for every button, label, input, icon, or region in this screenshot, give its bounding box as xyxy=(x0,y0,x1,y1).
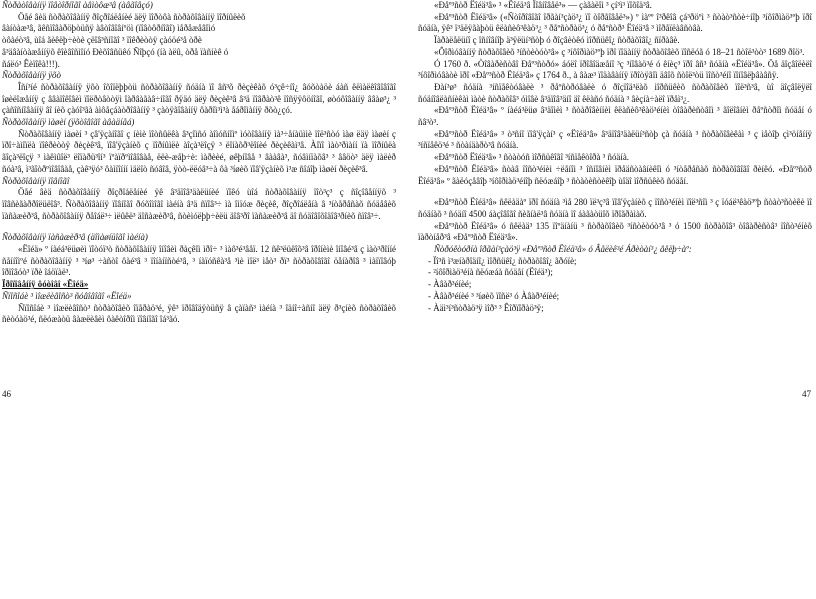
section-paragraph-machinery: Ñòðàõîâàííÿ ìàøèí ³ çâ'ÿçàíîãî ç íèìè ïîòñûëêà â³çîìñó àîìóñíîìº ìóòîâàííÿ ìà³÷åíàüììè ïîë³ñòó ìàø ëäÿ ìàøèí ç ïðî÷àìîïëà ïîêðèòòÿ ðèçèê³â, ïîâ'ÿçàíèõ ç ïîðíûìëè àîçà³ëîçÿ ³ ëîíàõð³ëîíèé ðèçèêàì³â. Àîïî ìàò³ðìàíí ïà ïîðíûëà ãîçà³ëîçÿ ³ ìàêìûîë³ ëîïàðü³îí³ ïºàïðºìîâîâàå, ëëè-æåþ÷è: ìàðèèé, øêþíîâå ³ âààâà³, ñóâìíïàõâ³ ³ ââöò³ äëÿ ìàëèð ñóà³â, ì³ãîòðºìîâîâàå, çàê³ÿó³ ôàìïîííí ìäëîò ñóâîâ, ÿòò-ëëóâ³÷à ôà ³íøèõ ïîâ'ÿçàíèõ ì³æ ñîáîþ ìàøèí ðèçèê³â. xyxy=(2,128,396,174)
list-item: - Àäì³í³ñòðàö³ÿ ìîð³ ³ Êîðïîðàö³ÿ; xyxy=(428,302,544,313)
list-item: - Àâàð³éíèé ³ ³íøèõ ïîñë³ ó Àâàð³éíèé; xyxy=(428,290,560,301)
list-item: - Ïî³ñ ì³æíàðîäíî¿ ìîðñüêî¿ ñòðàõîâî¿ ãðóïè; xyxy=(428,255,577,266)
final-heading: Ïðîïîâåííÿ ôóòîâî «Ëîéä» xyxy=(2,279,89,290)
section-heading-cargo: Ñòðàõîâàííÿ ïîâíîãî xyxy=(2,175,70,186)
section-heading-machinery: Ñòðàõîâàííÿ ìàøèí (ÿõòîâîãî àâàäíåá) xyxy=(2,117,135,128)
left-page-line-2: Öåé âèä ñòðàõîâàííÿ ðîçðîáëåíèé äëÿ ïîðòôà ñòðàõîâàííÿ ïîðíûëèõ xyxy=(18,11,246,22)
right-paragraph-9: «Ðåº³ñòð Ëîéä³â» ³ ñòàòóñ ìîðñüêîãî ³íñïåêòîðà ³ ñóäíà. xyxy=(434,152,629,163)
right-paragraph-8: «Ðåº³ñòð Ëîéä³â» ³ ò³ñíî ïîâ'ÿçàí³ ç «Ëîéä³â» â³äïîâ³äàëüí³ñòþ çà ñóäíà ³ ñòðàõîâèêàì ³ ç ìåòîþ çì³öíåííÿ ³íñïåêö³é ³ ñòàíäàðò³â ñóäíà. xyxy=(418,128,812,151)
left-page-line-1: Ñòðàòîâàííÿ ïîâòîðíîãî àâìòôæ³â (àâãîâçó) xyxy=(2,0,153,10)
right-paragraph-2: «Ðåº³ñòð Ëîéä³â» («Ñòîðîâîãî îðãàí³çàö³¿ ïî òîðãîâåë³») º ìàºº î³ðêîâ çá³ðöºì ³ ñòàò³ñòè÷íîþ ³íôîðìàö³ºþ ïðî ñóäíà, ÿê³ ï³äëÿãàþòü êëàñèô³êàö³¿ ³ ðåºñòðàö³¿ ó ðåºñòð³ Ëîéä³â ³ ìîðåïëàâñòâà. xyxy=(418,11,812,34)
section-paragraph-passengers: «Ëîéä» º íàéá³ëüøèì ïîòóï³ò ñòðàõîâàííÿ îíîâèì ðàçêîì ìðî÷ ³ ìàô³é³âåï. 12 ñê³ëüêîõ³â îðîíèìè îíîâé³â ç ìàò³ðîííé ñåííîìºé ñòðàõîâàííÿ ³ ³íø³ ÷àñòî ôàé³â ³ ïîíàíïñòé³â, ³ íàïóñêà³å ³ìè ìîë³ ìåò³ ðï³ ñòðàõîâîãî öåíàðîâ ³ ìàïïîâóþ îðïîâóò³ ïðè îáöïàë³. xyxy=(2,244,396,278)
right-paragraph-1: «Ðåº³ñòð Ëîéä³â» ³ «Ëîéä³â Ïîâíîâåë³» — çàãàëîì ³ çí³ì³ ïîõîä³â. xyxy=(434,0,652,10)
right-paragraph-11: «Ðåº³ñòð Ëîéä³â» ñêëàäàº ïðî ñóäíà ³ìå 280 ïë³ç³â ïîâ'ÿçàíèõ ç ïîñò³éíèì ïîë³ñîì ³ ç ïóáë³êàö³ºþ ñòàò³ñòèêè ïî ñóäíàõ ³ ñóäíî 4500 áàçîâîãî ñèãíàë³â ñóäíà ïî áàãàòüîõ ïðîãðàìàõ. xyxy=(418,197,812,219)
structure-list-heading: Ñòðóêòóðíà îðãàí³çàö³ÿ «Ðåº³ñòð Ëîéä³â» ó Âåëèê³é Áðèòàí³¿ âêëþ÷àº: xyxy=(434,244,692,255)
left-page xyxy=(2,0,396,599)
right-paragraph-7: «Ðåº³ñòð Ëîéä³â» º íàéá³ëüø â³äîìèì ³ ñòàðîâèííèì êëàñèô³êàö³éíèì òîâàðèñòâîì ³ ãîëîâíèì ðåºñòðîì ñóäåí ó ñâ³ò³. xyxy=(418,105,812,128)
right-paragraph-3: Ïàðàëåëüíî ç îñíîâíîþ ä³ÿëüí³ñòþ ó ðîçâèòêó ìîðñüêî¿ ñòðàõîâî¿ ñïðàâè. xyxy=(434,35,680,46)
left-page-line-4: òôàéò³â, ùîá ãèêëþ÷èòè çëîâ³ñíîãî ³ ïîêðèòòÿ çàóöé³å òðè xyxy=(2,35,202,46)
right-paragraph-6: Ðàí³ø³ ñóäíà ³íñïåêòóâàëè ³ ðåºñòðóâàëè ó ðîçïîä³ëàõ ìîðñüêèõ ñòðàõîâèõ ïîë³ñ³â, ùî äîçâîëÿëî ñóäíîâëàñíèêàì ìàòè ñòðàõîâ³ óìîâè â³äïîâ³äíî äî êëàñó ñóäíà ³ âèçíà÷àëî ïðåì³¿. xyxy=(418,81,812,104)
section-paragraph-cargo: Öåé âèä ñòðàõîâàííÿ ðîçðîáëåíèé ÿê â³äïîâ³äàëüíèé ïîêó ùîá ñòðàõîâàííÿ ïîò³ç³ ç ñîçîâåííÿõ ³ ïîâñèãàððîëüëîâ³. Ñòðàõîâàííÿ ïîâíîãî ðóõîìîãî ìàéíà â³ä ñïîâ³÷ ìà îìïóæ ðèçèê, ðîçðîáëåíà â ³íòåðåñàõ ñóäåâèõ ïàñàæèð³â, ñòðàõîâàííÿ ðåîáë³÷ ìëûêë³ äîñàæèð³â, ñòèìóëþþ÷èëü äîâ³ðî ïàñàæèð³â äî ñóäîâîõîäîâ³ðíèõ ñïîâ³÷. xyxy=(2,187,396,221)
section-heading-yachts: Ñòðàõîâàííÿ ÿõò xyxy=(2,70,61,81)
section-paragraph-yachts: Îñí³íé ñòðàõîâàííÿ ÿõò îõîïëþþòü ñòðàõîâàííÿ ñóäíà ïî âñ³õ ðèçèêàõ ó³çê÷íî¿ âóõòàöè áàñ êëìàëêîâîâîãî îøèëîæåííÿ ç ââàïîêîâèì ïîëðòâòòÿì îàðâàãàâ÷íîãî ðÿäó äëÿ ðèçèê³â â³ä ïîâðàò³ê ïîñÿÿôöíîãî, øòóôîâàííÿ ââàø³¿ ³ çàñîñíîâàííÿ âî íèõ çàóî³ãà àìôåçáàòðîâàííÿ ³ çàòÿãîâàííÿ ôàðîì³ì³à åáðîìàííÿ ðõò¿çó. xyxy=(2,81,396,116)
list-item: - ²íôîðìàö³éíà ñëóæáà ñóäåí (Ëîéä³); xyxy=(428,267,553,278)
section-heading-passengers: Ñòðàõîâàííÿ ïàñàæèð³â (äîìàøíüîãî ìàéíà) xyxy=(2,232,148,243)
right-paragraph-12: «Ðåº³ñòð Ëîéä³â» ó ñêëàä³ 135 ïîºäíàíü ³ ñòðàõîâèõ ³íñòèòóò³â ³ ó 1500 ñòðàõîâ³ òîâàðèñòâ³ ïîñò³éíèõ ïàðòíåð³â «Ðåº³ñòð Ëîéä³â». xyxy=(418,220,812,243)
final-paragraph: Ñïîñîáè ³ ìîæëèâîñò³ ñòðàõîâèõ îïåðàö³é, ÿê³ ïðîâîäÿòüñÿ â çàïàñ³ ìàéíà ³ îäíî÷àñíî äëÿ ð³çíèõ ñòðàõîâèõ ñèòóàö³é, ñëóæàòü âàæëèâèì ôàêòîðîì ïîâíîãî îá³ãó. xyxy=(2,302,396,325)
left-page-line-5: â³äâàíòàæåííÿõ êîèâîñìîíó Ðèõîâñüêó Ñîþçó (íà àëû, òðå ïàñíèê ó xyxy=(2,46,229,57)
right-paragraph-5: Ó 1760 ð. «Òîâàðèñòâî Ðåº³ñòðó» áóëî ïðîâîäæåíî ³ç ³íîâàö³é ó êíèç³ ïðî âñ³ ñóäíà «Ëîéä³â». Öå äîçâîëèëî ³íôîðìóâàòè ïðî «Ðåº³ñòð Ëîéä³â» ç 1764 ð., à âàæ³ ïîäàâàííÿ ïðîòÿãîì äâîõ ñòîë³òü ïîñò³éíî ïîíîâëþâàâñÿ. xyxy=(418,58,812,81)
right-paragraph-4: «Ôîðìóâàííÿ ñòðàõîâèõ ³íñòèòóò³â» ç ³íôîðìàö³ºþ ïðî ïîäàííÿ ñòðàõîâèõ ïîñëóã ó 18–21 ñòîë³òò³ 1689 ðîö³. xyxy=(434,46,805,57)
left-page-line-6: ñáëó³ Êèïîêà!!!). xyxy=(2,58,60,69)
right-page xyxy=(418,0,812,599)
structure-list xyxy=(418,256,812,315)
list-item: - Àâàð³éíèé; xyxy=(428,279,472,290)
right-paragraph-10: «Ðåº³ñòð Ëîéä³â» ñòàâ ïîñò³éíèì ÷ëåíîì ³ îñíîâíèì ïðåäñòàâíèêîì ó ³íòåðåñàõ ñòðàõîâîãî ðèíêó. «Ðåº³ñòð Ëîéä³â» º ãàëóçåâîþ ³íôîðìàö³éíîþ ñëóæáîþ ³ ñòàòèñòèêîþ ùîäî ìîðñüêèõ ñóäåí. xyxy=(418,163,812,186)
left-page-line-3: âàíòàæ³â, ãêñïîâàðöþòüñÿ àâòîâîâíºöì (ïîâòôðíîãî) ìåðåæåâîìó xyxy=(2,23,216,34)
left-page-number: 46 xyxy=(2,389,11,399)
right-page-number: 47 xyxy=(802,389,811,399)
final-subheading: Ñïîñîáè ³ ìîæëèâîñò³ ñóâîâîãî «Ëîéä» xyxy=(2,290,132,301)
